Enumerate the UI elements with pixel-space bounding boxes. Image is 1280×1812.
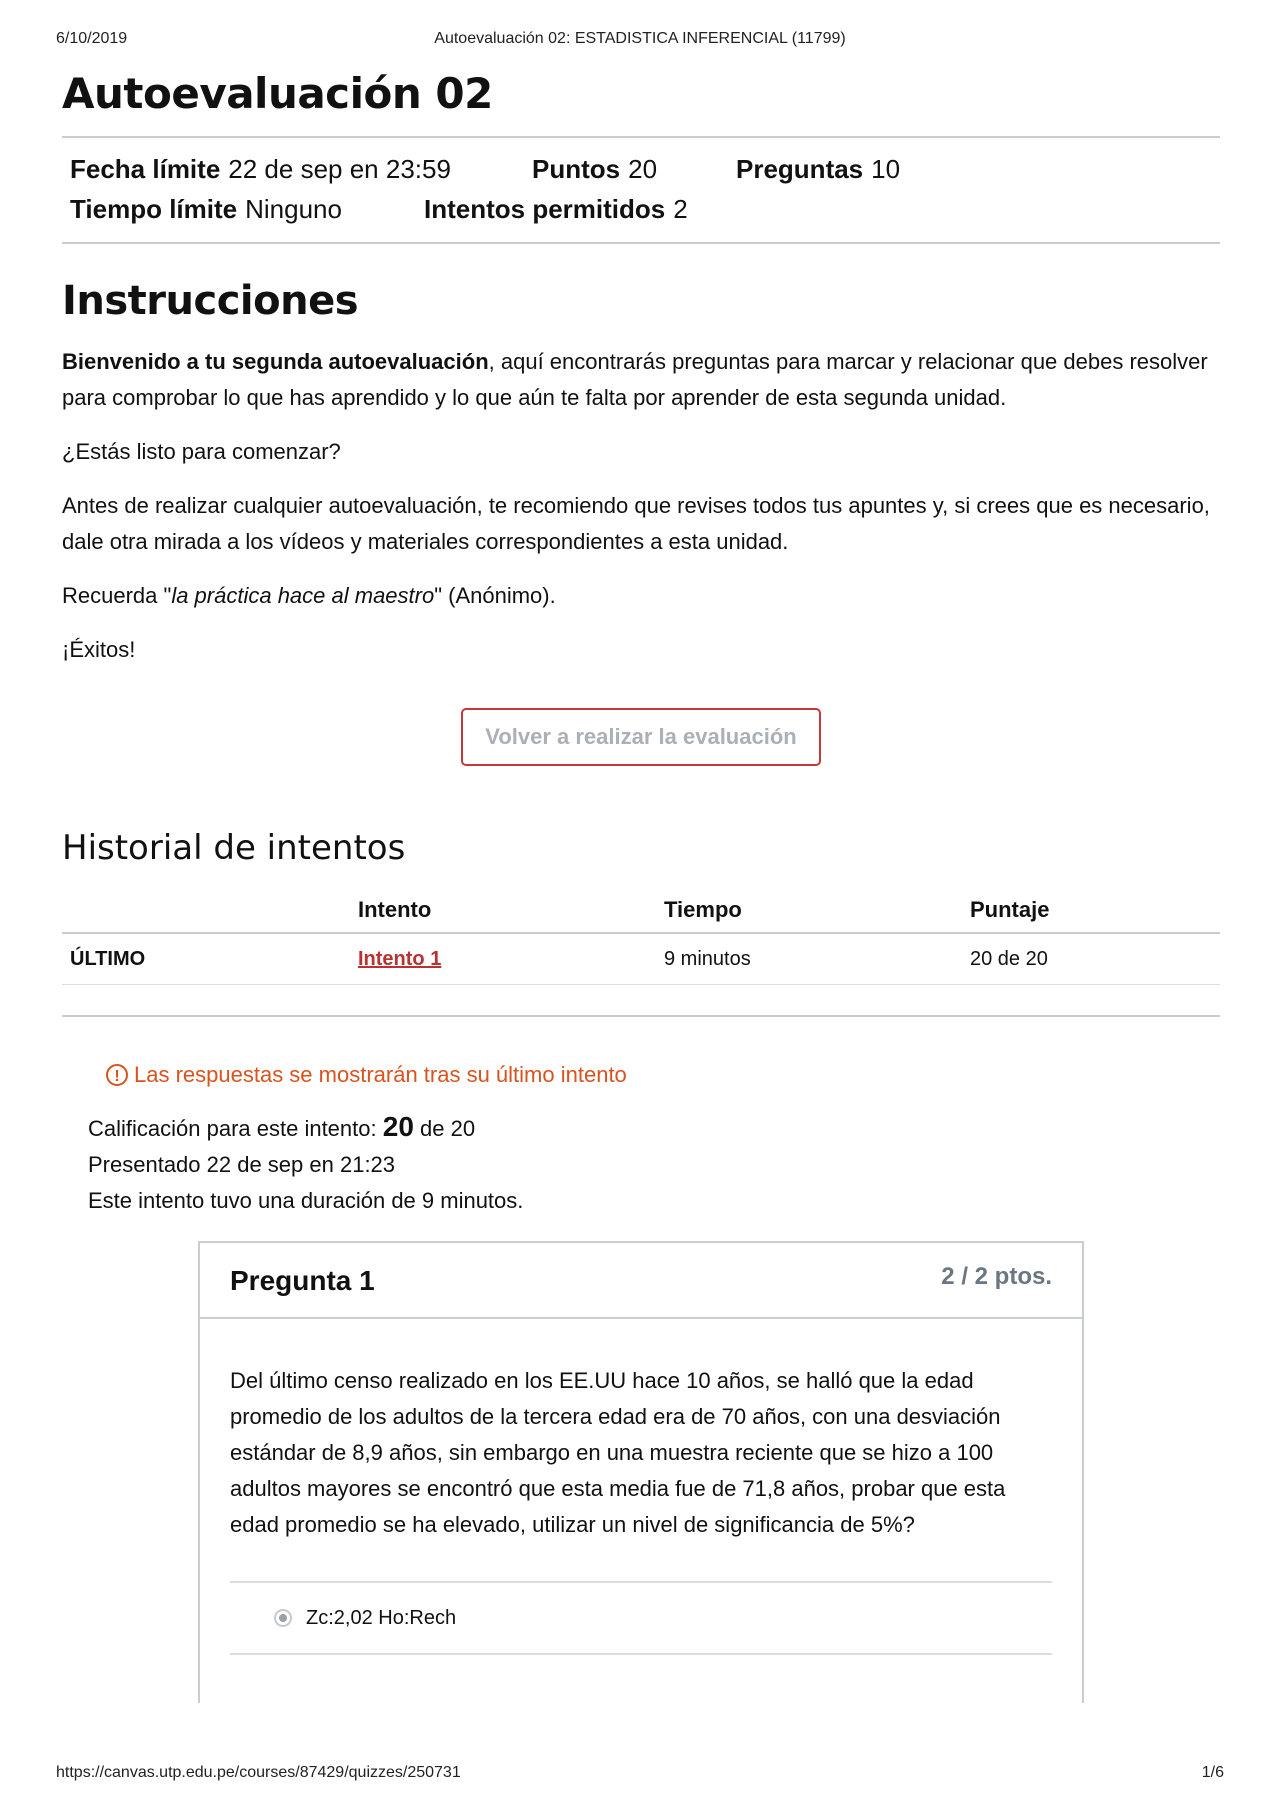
points — [532, 150, 736, 188]
welcome-bold-text: Bienvenido a tu segunda autoevaluación — [62, 349, 489, 374]
warning-icon: ! — [106, 1064, 128, 1086]
question-text: Del último censo realizado en los EE.UU hace 10 años, se halló que la edad promedio de los adultos de la tercera edad era de 70 años, con una desviación estándar de 8,9 años, sin embargo en una muestra reciente que se hizo a 100 adultos mayores se encontró que esta media fue de 71,8 años, probar que esta edad promedio se ha elevado, utilizar un nivel de significancia de 5%? — [230, 1368, 1006, 1537]
retake-button-wrapper — [62, 708, 1220, 766]
section-divider — [62, 1015, 1220, 1017]
quote-suffix: " (Anónimo). — [434, 583, 556, 608]
instructions-paragraph-5: ¡Éxitos! — [62, 637, 136, 662]
attempt-history-table — [62, 888, 1220, 985]
time-limit-label: Tiempo límite — [70, 194, 238, 224]
print-header — [56, 30, 1224, 54]
latest-tag: ÚLTIMO — [62, 933, 350, 985]
question-body — [200, 1319, 1082, 1655]
attempt-score: 20 de 20 — [962, 933, 1220, 985]
attempt-cell — [350, 933, 656, 985]
print-footer — [56, 1764, 1224, 1782]
time-limit — [70, 190, 424, 228]
attempt-time: 9 minutos — [656, 933, 962, 985]
score-value: 20 — [382, 1111, 414, 1142]
quiz-details-row-1 — [70, 150, 900, 188]
time-limit-value: Ninguno — [245, 194, 342, 224]
quiz-details — [62, 136, 1220, 244]
quote-text: la práctica hace al maestro — [171, 583, 435, 608]
points-value: 20 — [628, 154, 658, 184]
score-suffix: de 20 — [420, 1116, 476, 1141]
question-header — [200, 1243, 1082, 1319]
duration-line: Este intento tuvo una duración de 9 minutos. — [88, 1188, 524, 1213]
retake-quiz-button[interactable]: Volver a realizar la evaluación — [461, 708, 820, 766]
answer-text: Zc:2,02 Ho:Rech — [306, 1607, 457, 1629]
answer-option[interactable] — [230, 1583, 1052, 1655]
questions-value: 10 — [871, 154, 901, 184]
instructions-paragraph-4 — [62, 578, 1220, 614]
answer-list — [230, 1581, 1052, 1655]
question-card — [198, 1241, 1084, 1703]
radio-selected-icon[interactable] — [274, 1609, 292, 1627]
submitted-line: Presentado 22 de sep en 21:23 — [88, 1152, 396, 1177]
quote-prefix: Recuerda " — [62, 583, 172, 608]
column-header-tag — [62, 888, 350, 933]
table-row — [62, 933, 1220, 985]
column-header-attempt: Intento — [350, 888, 656, 933]
attempt-history-header-row — [62, 888, 1220, 933]
quiz-details-row-2 — [70, 190, 688, 228]
instructions-paragraph-2: ¿Estás listo para comenzar? — [62, 439, 341, 464]
main-content — [62, 66, 1220, 1703]
allowed-attempts-label: Intentos permitidos — [424, 194, 666, 224]
instructions-paragraph-1 — [62, 344, 1220, 416]
page-title: Autoevaluación 02 — [62, 69, 493, 118]
column-header-score: Puntaje — [962, 888, 1220, 933]
answers-notice-text: Las respuestas se mostrarán tras su último intento — [134, 1062, 627, 1087]
due-date-value: 22 de sep en 23:59 — [228, 154, 451, 184]
print-date: 6/10/2019 — [56, 30, 128, 47]
question-title: Pregunta 1 — [230, 1265, 375, 1296]
questions-count — [736, 150, 900, 188]
allowed-attempts — [424, 190, 688, 228]
attempt-score-line — [88, 1109, 1220, 1147]
points-label: Puntos — [532, 154, 621, 184]
due-date — [70, 150, 532, 188]
attempt-link[interactable]: Intento 1 — [358, 947, 442, 970]
print-url: https://canvas.utp.edu.pe/courses/87429/quizzes/250731 — [56, 1764, 461, 1781]
welcome-text: , aquí encontrarás preguntas para marcar y relacionar que debes resolver para comprobar lo que has aprendido y lo que aún te falta por aprender de esta segunda unidad. — [62, 349, 1208, 410]
allowed-attempts-value: 2 — [673, 194, 688, 224]
question-points: 2 / 2 ptos. — [941, 1263, 1052, 1290]
attempt-summary — [88, 1109, 1220, 1219]
column-header-time: Tiempo — [656, 888, 962, 933]
print-page-number: 1/6 — [1201, 1764, 1224, 1781]
print-doc-title: Autoevaluación 02: ESTADISTICA INFERENCIAL (11799) — [434, 30, 846, 47]
instructions-heading: Instrucciones — [62, 278, 359, 324]
attempt-history-heading: Historial de intentos — [62, 828, 406, 868]
score-label: Calificación para este intento: — [88, 1116, 377, 1141]
instructions-body — [62, 344, 1220, 668]
due-date-label: Fecha límite — [70, 154, 221, 184]
answers-notice — [106, 1059, 1220, 1091]
questions-label: Preguntas — [736, 154, 864, 184]
instructions-paragraph-3: Antes de realizar cualquier autoevaluación, te recomiendo que revises todos tus apuntes y, si crees que es necesario, dale otra mirada a los vídeos y materiales correspondientes a esta unidad. — [62, 493, 1210, 554]
